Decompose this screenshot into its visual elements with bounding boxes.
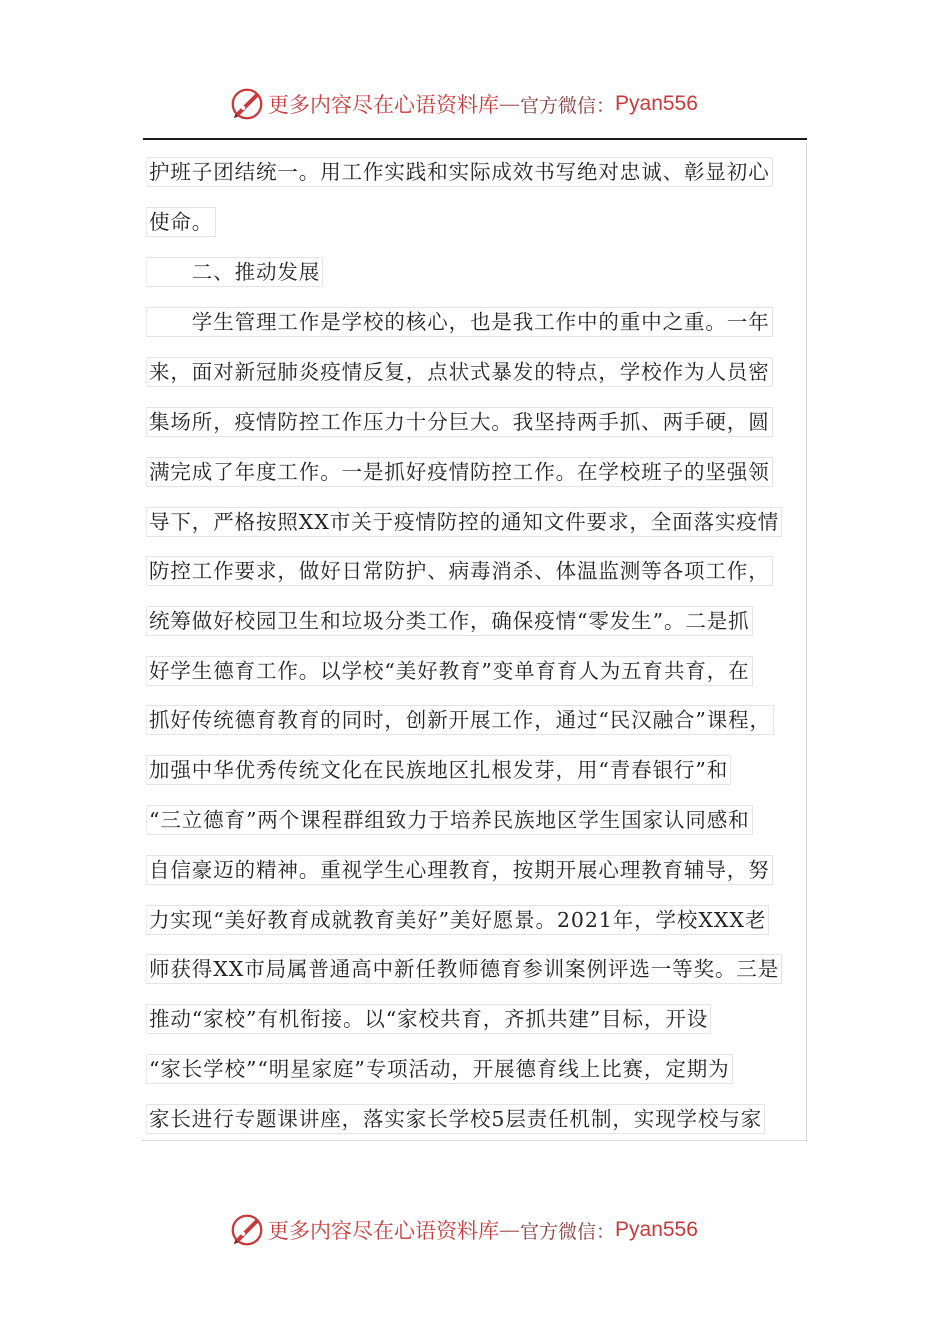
footer-watermark [228, 1210, 698, 1250]
pen-logo-icon [228, 85, 266, 123]
text-line: 防控工作要求，做好日常防护、病毒消杀、体温监测等各项工作， [146, 556, 773, 586]
text-line: 使命。 [146, 207, 216, 237]
text-line: 好学生德育工作。以学校“美好教育”变单育育人为五育共育，在 [146, 656, 753, 686]
page-frame-right [806, 143, 807, 1141]
text-line: 自信豪迈的精神。重视学生心理教育，按期开展心理教育辅导，努 [146, 855, 773, 885]
text-line: 来，面对新冠肺炎疫情反复，点状式暴发的特点，学校作为人员密 [146, 357, 773, 387]
text-line: 加强中华优秀传统文化在民族地区扎根发芽，用“青春银行”和 [146, 755, 731, 785]
watermark-label: 官方微信： [520, 1220, 616, 1243]
text-line: 护班子团结统一。用工作实践和实际成效书写绝对忠诚、彰显初心 [146, 157, 773, 187]
text-line: 满完成了年度工作。一是抓好疫情防控工作。在学校班子的坚强领 [146, 457, 773, 487]
watermark-main-text: 更多内容尽在心语资料库 [268, 93, 499, 117]
watermark-wechat-id: Pyan556 [615, 92, 698, 115]
text-line: 抓好传统德育教育的同时，创新开展工作，通过“民汉融合”课程， [146, 705, 774, 735]
watermark-separator: — [499, 92, 520, 116]
header-watermark [228, 84, 698, 124]
text-line: 统筹做好校园卫生和垃圾分类工作，确保疫情“零发生”。二是抓 [146, 606, 753, 636]
watermark-wechat-id: Pyan556 [615, 1218, 698, 1241]
text-line: 学生管理工作是学校的核心，也是我工作中的重中之重。一年 [146, 307, 773, 337]
watermark-label: 官方微信： [520, 94, 616, 117]
page-frame-bottom [142, 1140, 808, 1141]
text-line: 家长进行专题课讲座，落实家长学校5层责任机制，实现学校与家 [146, 1104, 765, 1134]
text-line: 力实现“美好教育成就教育美好”美好愿景。2021年，学校XXX老 [146, 905, 769, 935]
text-line: 师获得XX市局属普通高中新任教师德育参训案例评选一等奖。三是 [146, 954, 782, 984]
text-line: 导下，严格按照XX市关于疫情防控的通知文件要求，全面落实疫情 [146, 507, 782, 537]
pen-logo-icon [228, 1211, 266, 1249]
section-heading: 二、推动发展 [146, 257, 323, 287]
text-line: 推动“家校”有机衔接。以“家校共育，齐抓共建”目标，开设 [146, 1004, 711, 1034]
watermark-separator: — [499, 1218, 520, 1242]
header-rule [143, 138, 807, 140]
text-line: 集场所，疫情防控工作压力十分巨大。我坚持两手抓、两手硬，圆 [146, 407, 773, 437]
text-line: “三立德育”两个课程群组致力于培养民族地区学生国家认同感和 [146, 805, 753, 835]
watermark-main-text: 更多内容尽在心语资料库 [268, 1219, 499, 1243]
text-line: “家长学校”“明星家庭”专项活动，开展德育线上比赛，定期为 [146, 1054, 733, 1084]
